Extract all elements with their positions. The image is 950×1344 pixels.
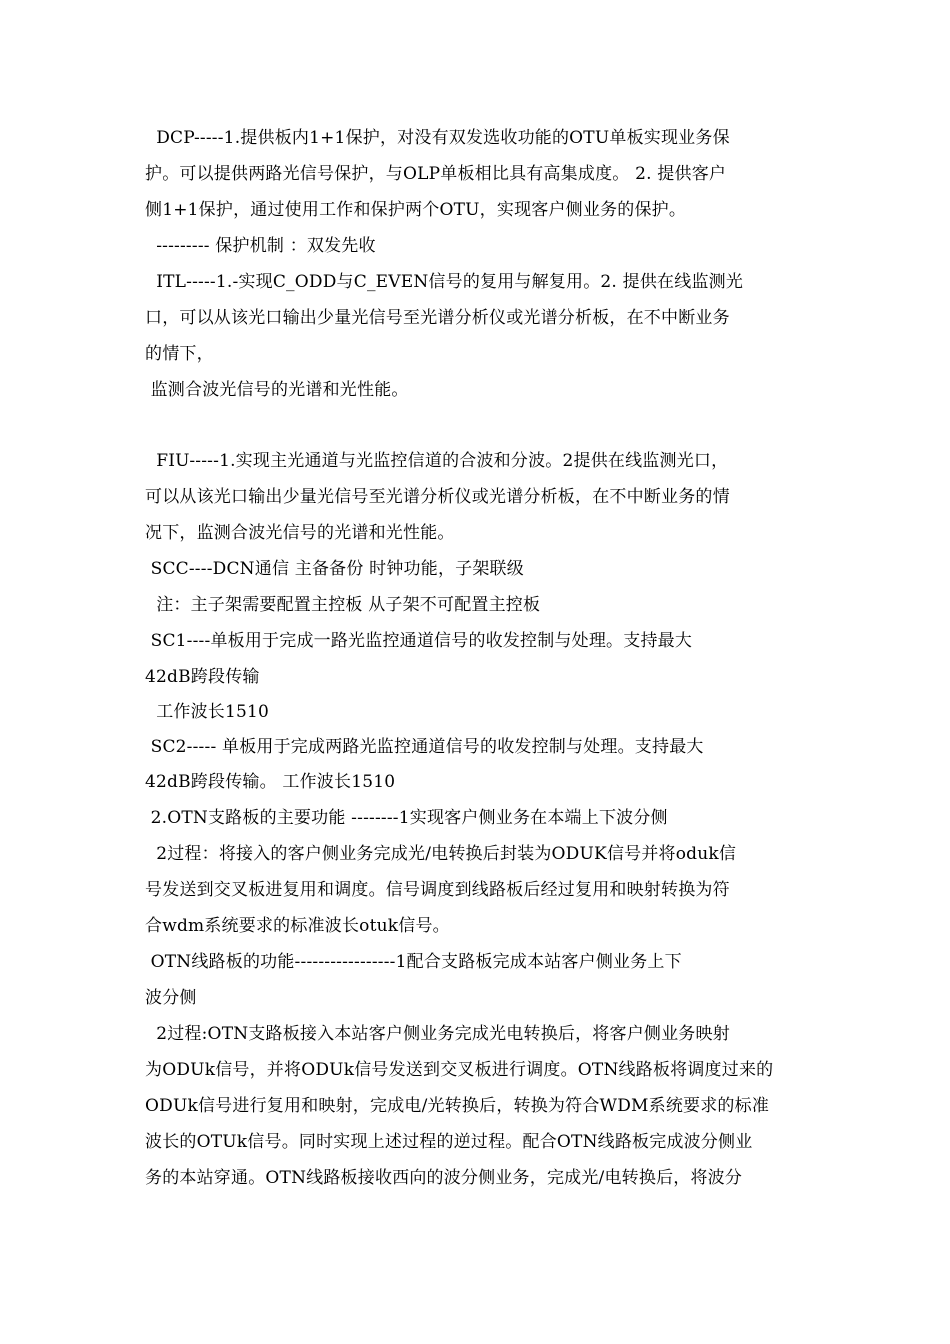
text-line: 42dB跨段传输。 工作波长1510 [145,772,396,792]
text-line: 注：主子架需要配置主控板 从子架不可配置主控板 [145,595,541,615]
text-line: SC2----- 单板用于完成两路光监控通道信号的收发控制与处理。支持最大 [145,737,704,757]
text-line: 务的本站穿通。OTN线路板接收西向的波分侧业务，完成光/电转换后，将波分 [145,1168,743,1188]
text-line: OTN线路板的功能-----------------1配合支路板完成本站客户侧业务上下 [145,952,682,972]
text-line: 侧1+1保护，通过使用工作和保护两个OTU，实现客户侧业务的保护。 [145,200,687,220]
text-line: 2过程:OTN支路板接入本站客户侧业务完成光电转换后，将客户侧业务映射 [145,1024,730,1044]
text-line: 2过程：将接入的客户侧业务完成光/电转换后封装为ODUK信号并将oduk信 [145,844,737,864]
text-line: SC1----单板用于完成一路光监控通道信号的收发控制与处理。支持最大 [145,631,693,651]
text-line: 号发送到交叉板进复用和调度。信号调度到线路板后经过复用和映射转换为符 [145,880,730,900]
text-line: ODUk信号进行复用和映射，完成电/光转换后，转换为符合WDM系统要求的标准 [145,1096,770,1116]
text-line: ITL-----1.-实现C_ODD与C_EVEN信号的复用与解复用。2. 提供在线监测光 [145,272,744,292]
text-line: 42dB跨段传输 [145,667,260,687]
text-line: 合wdm系统要求的标准波长otuk信号。 [145,916,450,936]
text-line: 况下，监测合波光信号的光谱和光性能。 [145,523,455,543]
text-line: 护。可以提供两路光信号保护，与OLP单板相比具有高集成度。 2. 提供客户 [145,164,727,184]
text-line: 的情下， [145,344,214,364]
text-line: 为ODUk信号，并将ODUk信号发送到交叉板进行调度。OTN线路板将调度过来的 [145,1060,774,1080]
text-line: --------- 保护机制 ：双发先收 [145,236,376,256]
text-line: SCC----DCN通信 主备备份 时钟功能，子架联级 [145,559,524,579]
text-line: 2.OTN支路板的主要功能 --------1实现客户侧业务在本端上下波分侧 [145,808,668,828]
text-line: DCP-----1.提供板内1+1保护，对没有双发选收功能的OTU单板实现业务保 [145,128,730,148]
text-line: 工作波长1510 [145,702,270,722]
text-line: 监测合波光信号的光谱和光性能。 [145,380,409,400]
text-line: 可以从该光口输出少量光信号至光谱分析仪或光谱分析板，在不中断业务的情 [145,487,730,507]
text-line: 波长的OTUk信号。同时实现上述过程的逆过程。配合OTN线路板完成波分侧业 [145,1132,753,1152]
text-line: 波分侧 [145,988,197,1008]
text-line: 口，可以从该光口输出少量光信号至光谱分析仪或光谱分析板，在不中断业务 [145,308,730,328]
text-line: FIU-----1.实现主光通道与光监控信道的合波和分波。2提供在线监测光口， [145,451,729,471]
